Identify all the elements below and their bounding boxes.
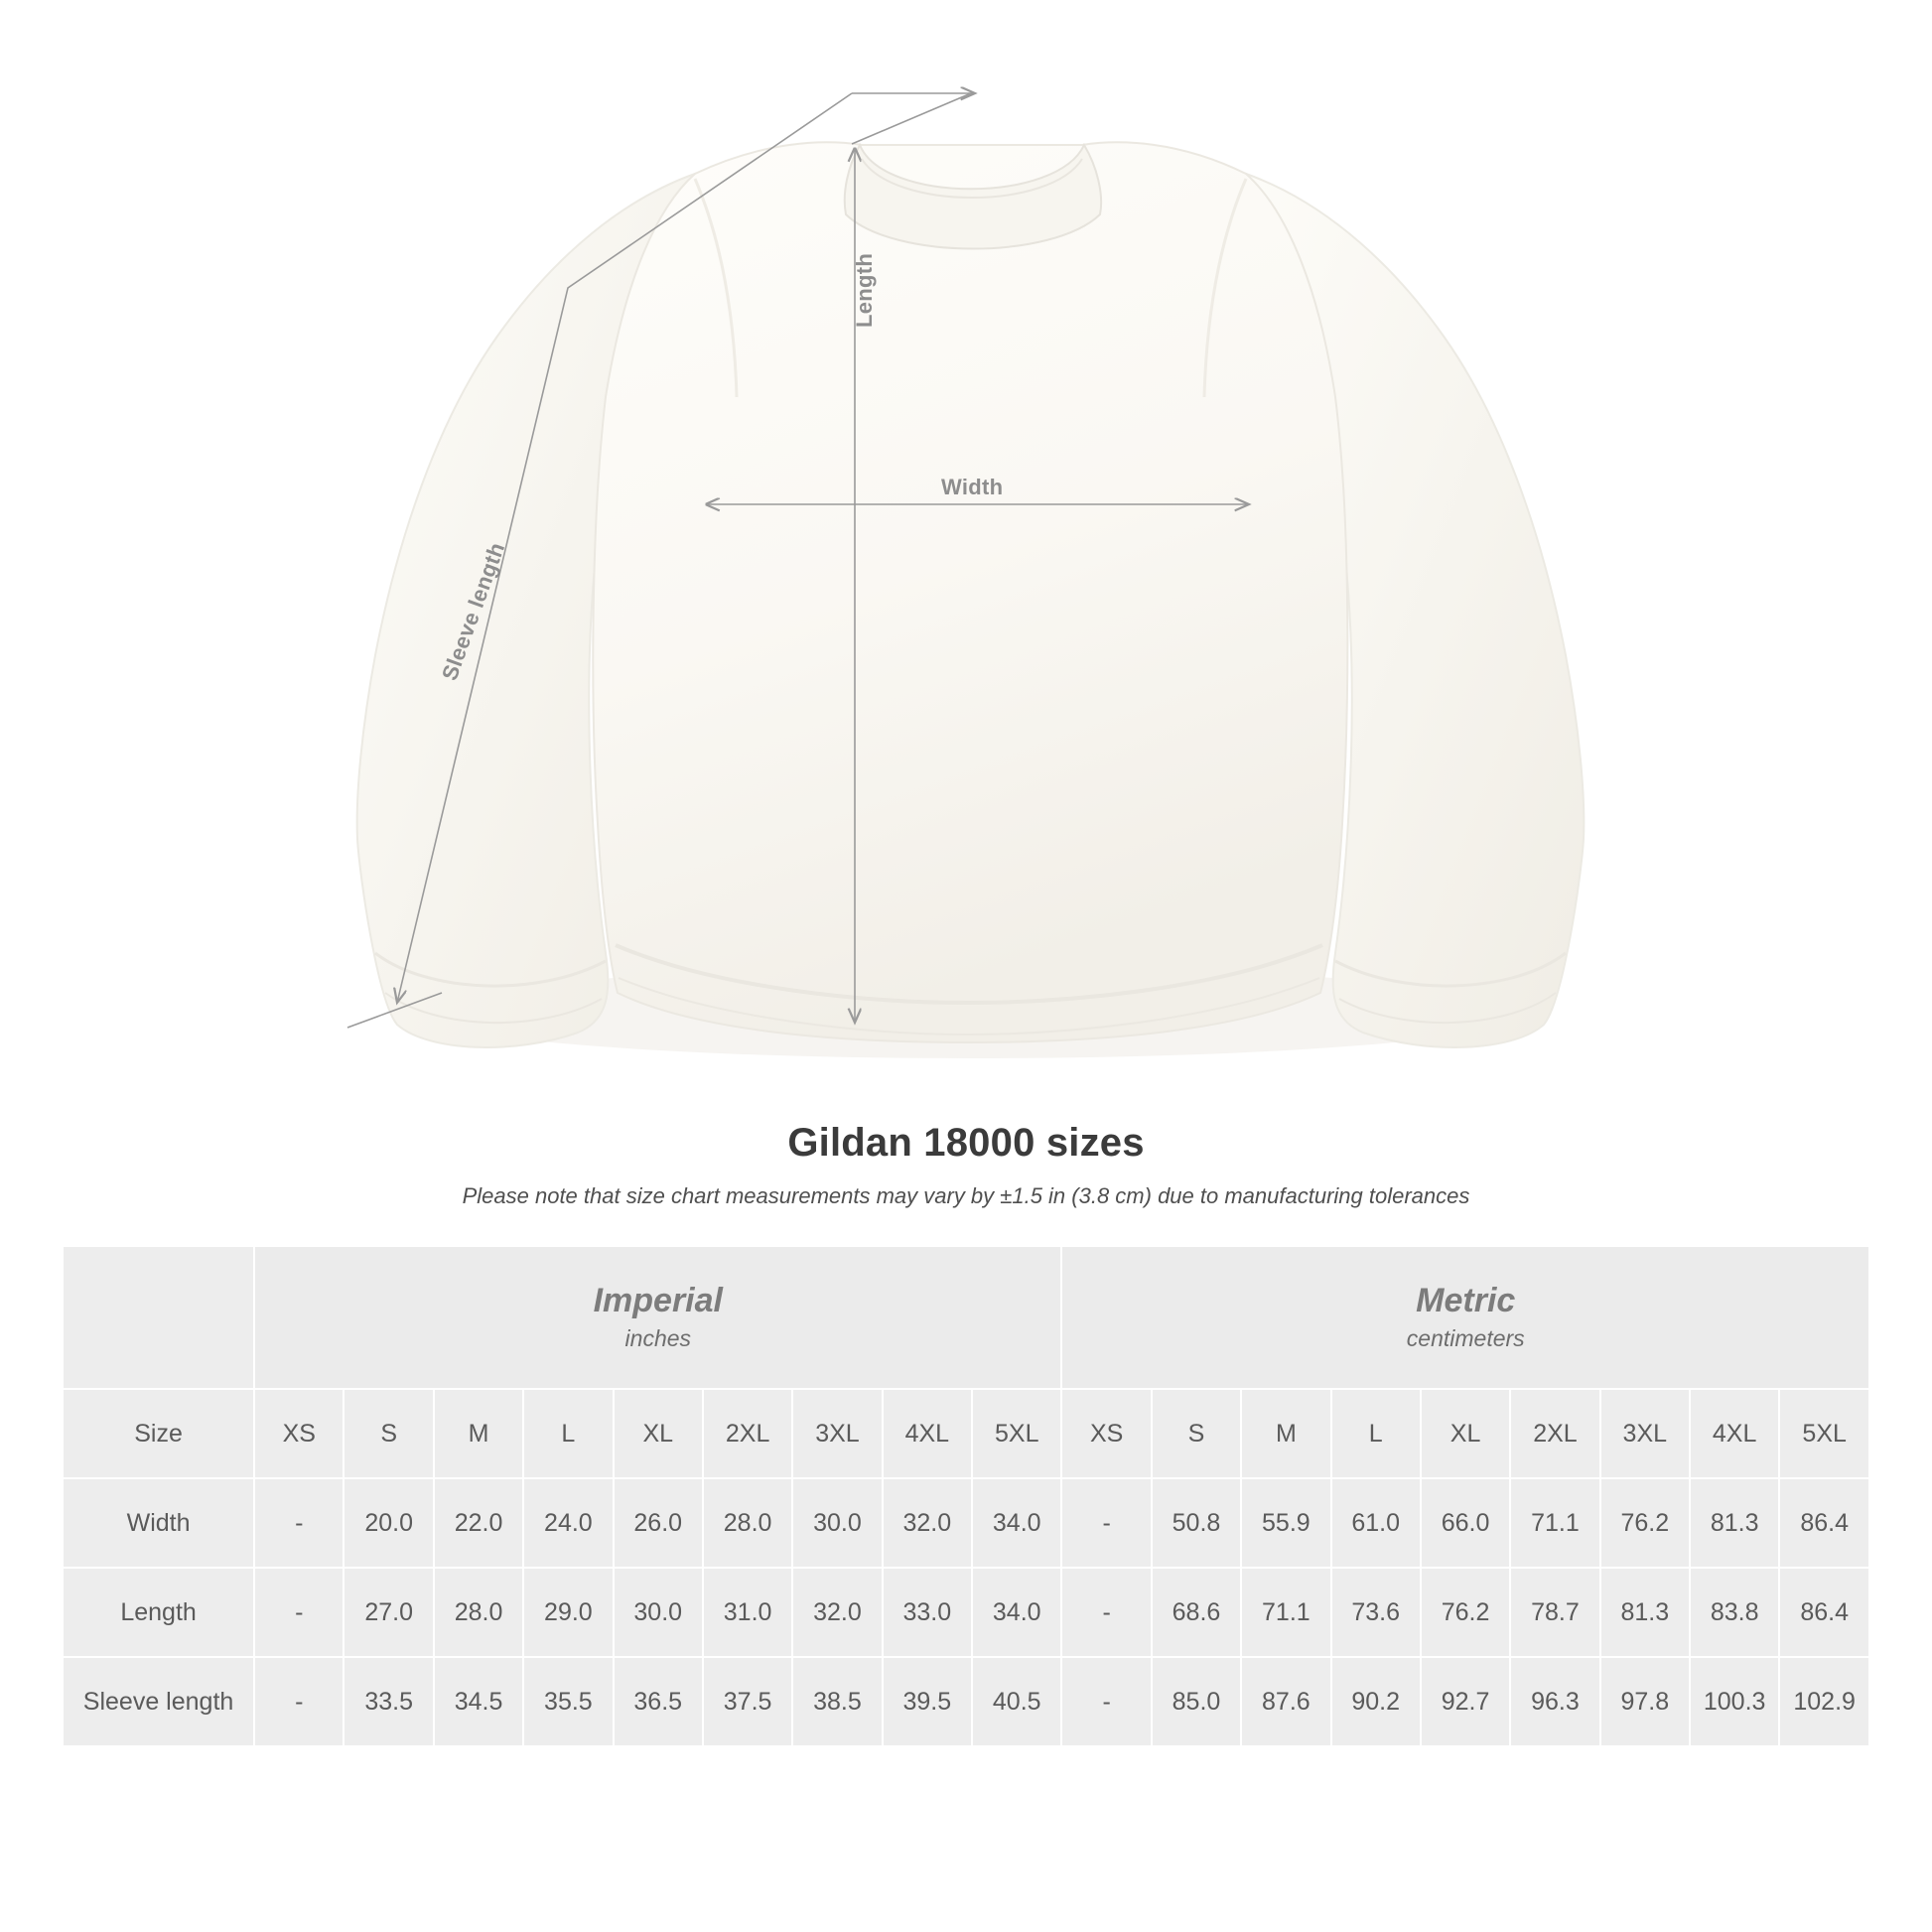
cell-width-metric-l: 61.0 (1332, 1479, 1420, 1567)
table-header (64, 1247, 1868, 1477)
cell-length-imperial-l: 29.0 (524, 1569, 612, 1656)
cell-sleeve-imperial-xl: 36.5 (615, 1658, 702, 1745)
table-row (64, 1658, 1868, 1745)
column-header-metric-4xl: 4XL (1691, 1390, 1778, 1477)
cell-sleeve-metric-xl: 92.7 (1422, 1658, 1509, 1745)
cell-width-metric-3xl: 76.2 (1601, 1479, 1689, 1567)
cell-length-imperial-3xl: 32.0 (793, 1569, 881, 1656)
cell-sleeve-imperial-5xl: 40.5 (973, 1658, 1060, 1745)
cell-length-metric-m: 71.1 (1242, 1569, 1329, 1656)
cell-width-imperial-s: 20.0 (345, 1479, 432, 1567)
cell-sleeve-metric-3xl: 97.8 (1601, 1658, 1689, 1745)
column-header-imperial-m: M (435, 1390, 522, 1477)
column-header-metric-m: M (1242, 1390, 1329, 1477)
title-block (0, 1121, 1932, 1209)
metric-label: Metric (1416, 1281, 1516, 1319)
table-body (64, 1479, 1868, 1745)
column-header-metric-5xl: 5XL (1780, 1390, 1868, 1477)
cell-sleeve-metric-4xl: 100.3 (1691, 1658, 1778, 1745)
page-title: Gildan 18000 sizes (787, 1121, 1145, 1165)
length-label: Length (852, 252, 877, 328)
cell-length-metric-4xl: 83.8 (1691, 1569, 1778, 1656)
imperial-group-header (255, 1247, 1060, 1388)
cell-length-metric-l: 73.6 (1332, 1569, 1420, 1656)
table-row (64, 1569, 1868, 1656)
row-header-sleeve-length: Sleeve length (64, 1658, 253, 1745)
column-header-imperial-xs: XS (255, 1390, 343, 1477)
cell-width-imperial-m: 22.0 (435, 1479, 522, 1567)
column-header-imperial-xl: XL (615, 1390, 702, 1477)
column-header-metric-xs: XS (1062, 1390, 1150, 1477)
cell-width-metric-xs: - (1062, 1479, 1150, 1567)
cell-width-metric-2xl: 71.1 (1511, 1479, 1598, 1567)
column-header-metric-3xl: 3XL (1601, 1390, 1689, 1477)
cell-length-metric-5xl: 86.4 (1780, 1569, 1868, 1656)
cell-sleeve-metric-l: 90.2 (1332, 1658, 1420, 1745)
cell-length-metric-xl: 76.2 (1422, 1569, 1509, 1656)
garment-body (593, 142, 1347, 1042)
cell-width-metric-5xl: 86.4 (1780, 1479, 1868, 1567)
size-table-wrap (62, 1245, 1870, 1747)
column-header-imperial-4xl: 4XL (884, 1390, 971, 1477)
cell-length-metric-s: 68.6 (1153, 1569, 1240, 1656)
cell-width-imperial-2xl: 28.0 (704, 1479, 791, 1567)
imperial-unit: inches (624, 1325, 692, 1352)
cell-length-imperial-xl: 30.0 (615, 1569, 702, 1656)
cell-length-imperial-m: 28.0 (435, 1569, 522, 1656)
cell-sleeve-metric-xs: - (1062, 1658, 1150, 1745)
cell-width-metric-s: 50.8 (1153, 1479, 1240, 1567)
imperial-label: Imperial (593, 1281, 723, 1319)
metric-group-header (1062, 1247, 1868, 1388)
cell-sleeve-metric-5xl: 102.9 (1780, 1658, 1868, 1745)
table-row (64, 1479, 1868, 1567)
size-chart-table (62, 1245, 1870, 1747)
cell-length-imperial-s: 27.0 (345, 1569, 432, 1656)
cell-width-imperial-l: 24.0 (524, 1479, 612, 1567)
cell-sleeve-imperial-l: 35.5 (524, 1658, 612, 1745)
column-header-metric-xl: XL (1422, 1390, 1509, 1477)
corner-cell (64, 1247, 253, 1388)
cell-sleeve-imperial-4xl: 39.5 (884, 1658, 971, 1745)
row-header-length: Length (64, 1569, 253, 1656)
cell-length-imperial-5xl: 34.0 (973, 1569, 1060, 1656)
column-header-metric-l: L (1332, 1390, 1420, 1477)
unit-header-row (64, 1247, 1868, 1388)
cell-sleeve-metric-s: 85.0 (1153, 1658, 1240, 1745)
column-header-metric-s: S (1153, 1390, 1240, 1477)
cell-length-metric-xs: - (1062, 1569, 1150, 1656)
cell-width-imperial-3xl: 30.0 (793, 1479, 881, 1567)
cell-width-imperial-5xl: 34.0 (973, 1479, 1060, 1567)
cell-sleeve-imperial-3xl: 38.5 (793, 1658, 881, 1745)
column-header-imperial-5xl: 5XL (973, 1390, 1060, 1477)
cell-length-metric-2xl: 78.7 (1511, 1569, 1598, 1656)
cell-width-metric-4xl: 81.3 (1691, 1479, 1778, 1567)
size-header-row (64, 1390, 1868, 1477)
cell-sleeve-metric-m: 87.6 (1242, 1658, 1329, 1745)
cell-width-imperial-4xl: 32.0 (884, 1479, 971, 1567)
column-header-imperial-s: S (345, 1390, 432, 1477)
cell-length-imperial-4xl: 33.0 (884, 1569, 971, 1656)
column-header-metric-2xl: 2XL (1511, 1390, 1598, 1477)
cell-width-imperial-xl: 26.0 (615, 1479, 702, 1567)
sleeve-length-label: Sleeve length (437, 539, 510, 684)
metric-unit: centimeters (1406, 1325, 1525, 1352)
width-label: Width (941, 475, 1004, 499)
sleeve-leader-top (852, 93, 971, 144)
cell-sleeve-metric-2xl: 96.3 (1511, 1658, 1598, 1745)
cell-width-imperial-xs: - (255, 1479, 343, 1567)
cell-sleeve-imperial-2xl: 37.5 (704, 1658, 791, 1745)
cell-sleeve-imperial-m: 34.5 (435, 1658, 522, 1745)
column-header-imperial-3xl: 3XL (793, 1390, 881, 1477)
column-header-imperial-2xl: 2XL (704, 1390, 791, 1477)
tolerance-note: Please note that size chart measurements may vary by ±1.5 in (3.8 cm) due to manufacturing tolerances (462, 1183, 1470, 1208)
cell-length-metric-3xl: 81.3 (1601, 1569, 1689, 1656)
cell-length-imperial-xs: - (255, 1569, 343, 1656)
column-header-imperial-l: L (524, 1390, 612, 1477)
size-header: Size (64, 1390, 253, 1477)
cell-width-metric-xl: 66.0 (1422, 1479, 1509, 1567)
row-header-width: Width (64, 1479, 253, 1567)
cell-sleeve-imperial-s: 33.5 (345, 1658, 432, 1745)
cell-width-metric-m: 55.9 (1242, 1479, 1329, 1567)
cell-length-imperial-2xl: 31.0 (704, 1569, 791, 1656)
cell-sleeve-imperial-xs: - (255, 1658, 343, 1745)
